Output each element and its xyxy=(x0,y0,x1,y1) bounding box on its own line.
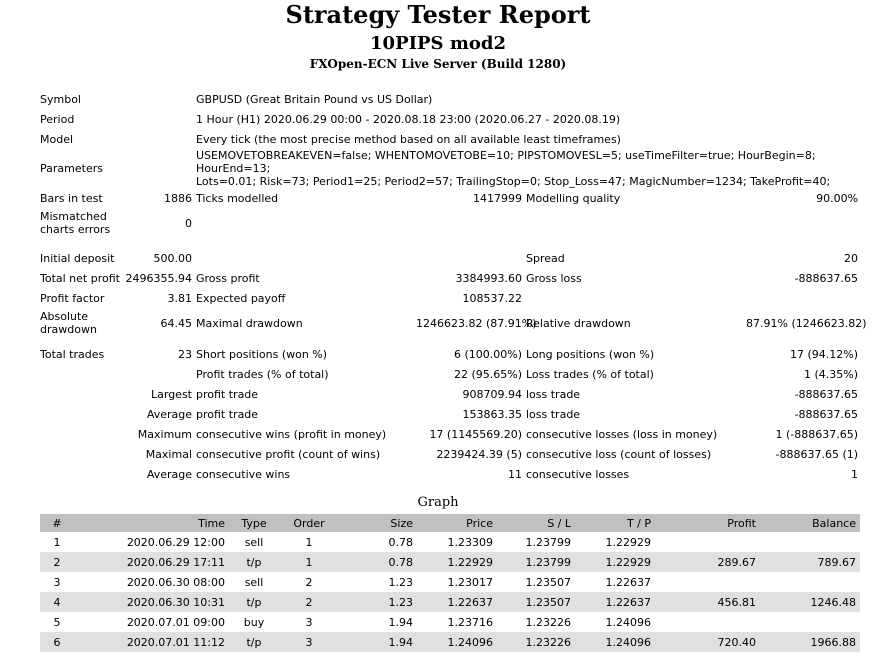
trade-cell-sl: 1.23507 xyxy=(497,592,575,612)
trade-cell-order: 1 xyxy=(305,535,313,549)
trade-cell-type: t/p xyxy=(229,552,279,572)
trade-cell-tp: 1.22929 xyxy=(575,552,655,572)
symbol-value: GBPUSD (Great Britain Pound vs US Dollar) xyxy=(196,92,433,106)
quality-label: Modelling quality xyxy=(526,191,621,205)
total-trades-value: 23 xyxy=(178,347,192,361)
trade-cell-balance: 1246.48 xyxy=(760,592,860,612)
avg-consec-losses-value: 1 xyxy=(851,467,859,481)
trades-table xyxy=(40,514,860,652)
server-name: FXOpen-ECN Live Server (Build 1280) xyxy=(309,57,567,71)
max-consec-losses-label: consecutive losses (loss in money) xyxy=(526,427,718,441)
expected-payoff-value: 108537.22 xyxy=(462,291,522,305)
expected-payoff-label: Expected payoff xyxy=(196,291,286,305)
column-header-size: Size xyxy=(339,514,417,532)
parameters-label: Parameters xyxy=(40,162,103,175)
long-positions-value: 17 (94.12%) xyxy=(790,347,859,361)
trade-cell-size: 1.94 xyxy=(339,632,417,652)
trade-cell-size: 1.23 xyxy=(388,575,413,589)
trade-cell-balance xyxy=(760,532,860,552)
trade-cell-order: 2 xyxy=(279,592,339,612)
trade-cell-time: 2020.06.30 10:31 xyxy=(74,592,229,612)
initial-deposit-row xyxy=(38,248,860,268)
ticks-value: 1417999 xyxy=(473,191,522,205)
symbol-row xyxy=(38,89,860,109)
trade-cell-price: 1.23716 xyxy=(447,615,493,629)
period-label: Period xyxy=(40,112,75,126)
trade-cell-num: 1 xyxy=(53,535,61,549)
max-consec-wins-value: 17 (1145569.20) xyxy=(429,427,522,441)
trade-cell-num: 4 xyxy=(40,592,74,612)
trade-cell-profit xyxy=(655,612,760,632)
parameters-line-2: Lots=0.01; Risk=73; Period1=25; Period2=57; TrailingStop=0; Stop_Loss=47; MagicNumber=1234; TakeProfit=40; xyxy=(196,175,831,188)
trade-cell-type: t/p xyxy=(229,632,279,652)
parameters-value xyxy=(194,149,860,188)
maximum-label: Maximum xyxy=(137,427,192,441)
trade-cell-profit: 289.67 xyxy=(655,552,760,572)
avg-consec-wins-value: 11 xyxy=(508,467,522,481)
column-header-time: Time xyxy=(74,514,229,532)
parameters-row xyxy=(38,149,860,188)
mismatch-value: 0 xyxy=(185,216,192,230)
trade-cell-balance: 789.67 xyxy=(760,552,860,572)
trade-cell-tp: 1.22929 xyxy=(605,535,651,549)
trade-cell-order: 1 xyxy=(279,552,339,572)
trade-cell-tp: 1.22637 xyxy=(605,575,651,589)
average-label: Average xyxy=(146,407,192,421)
average-consec-row xyxy=(38,464,860,484)
bars-value: 1886 xyxy=(164,191,192,205)
largest-profit-value: 908709.94 xyxy=(462,387,522,401)
column-header-num: # xyxy=(40,514,74,532)
trade-cell-time: 2020.06.29 12:00 xyxy=(126,535,225,549)
trade-cell-type: t/p xyxy=(229,592,279,612)
model-row xyxy=(38,129,860,149)
trade-cell-price: 1.24096 xyxy=(417,632,497,652)
mismatch-label: Mismatched charts errors xyxy=(40,210,111,236)
trade-cell-tp: 1.24096 xyxy=(575,632,655,652)
profit-factor-label: Profit factor xyxy=(40,291,105,305)
largest-profit-label: profit trade xyxy=(196,387,259,401)
trade-cell-num: 5 xyxy=(53,615,61,629)
table-row xyxy=(40,632,860,652)
profit-trades-label: Profit trades (% of total) xyxy=(196,367,329,381)
trade-cell-balance: 1966.88 xyxy=(760,632,860,652)
average-loss-label: loss trade xyxy=(526,407,581,421)
average-row xyxy=(38,404,860,424)
total-net-profit-value: 2496355.94 xyxy=(125,271,192,285)
table-row xyxy=(40,592,860,612)
trade-cell-type: sell xyxy=(244,535,264,549)
trades-header-row xyxy=(40,514,860,532)
total-net-profit-label: Total net profit xyxy=(40,271,120,285)
total-net-profit-row xyxy=(38,268,860,288)
trade-cell-sl: 1.23507 xyxy=(525,575,571,589)
profit-trades-row xyxy=(38,364,860,384)
maximum-row xyxy=(38,424,860,444)
table-row xyxy=(40,572,860,592)
initial-deposit-label: Initial deposit xyxy=(40,251,115,265)
trade-cell-profit: 720.40 xyxy=(655,632,760,652)
trade-cell-balance xyxy=(760,572,860,592)
avg-consec-wins-label: consecutive wins xyxy=(196,467,291,481)
gross-loss-value: -888637.65 xyxy=(794,271,859,285)
total-trades-label: Total trades xyxy=(40,347,105,361)
symbol-label: Symbol xyxy=(40,92,81,106)
bars-row xyxy=(38,188,860,208)
column-header-profit: Profit xyxy=(655,514,760,532)
period-row xyxy=(38,109,860,129)
column-header-sl: S / L xyxy=(497,514,575,532)
profit-trades-value: 22 (95.65%) xyxy=(453,367,522,381)
trade-cell-type: sell xyxy=(244,575,264,589)
relative-drawdown-value: 87.91% (1246623.82) xyxy=(746,316,867,330)
gross-profit-label: Gross profit xyxy=(196,271,260,285)
trade-cell-num: 2 xyxy=(40,552,74,572)
parameters-line-1: USEMOVETOBREAKEVEN=false; WHENTOMOVETOBE=10; PIPSTOMOVESL=5; useTimeFilter=true; HourBegin=8; HourEnd=13; xyxy=(196,149,816,175)
trade-cell-size: 0.78 xyxy=(388,535,413,549)
spread-label: Spread xyxy=(526,251,565,265)
trade-cell-num: 6 xyxy=(40,632,74,652)
summary-table xyxy=(38,89,867,484)
maximal-consec-profit-value: 2239424.39 (5) xyxy=(436,447,522,461)
trade-cell-size: 1.23 xyxy=(339,592,417,612)
table-row xyxy=(40,612,860,632)
short-positions-label: Short positions (won %) xyxy=(196,347,328,361)
trade-cell-price: 1.22637 xyxy=(417,592,497,612)
average-loss-value: -888637.65 xyxy=(794,407,859,421)
gross-profit-value: 3384993.60 xyxy=(455,271,522,285)
trade-cell-price: 1.23017 xyxy=(447,575,493,589)
trade-cell-time: 2020.06.30 08:00 xyxy=(126,575,225,589)
column-header-price: Price xyxy=(417,514,497,532)
trade-cell-price: 1.22929 xyxy=(417,552,497,572)
gross-loss-label: Gross loss xyxy=(526,271,582,285)
max-consec-losses-value: 1 (-888637.65) xyxy=(775,427,859,441)
table-row xyxy=(40,552,860,572)
loss-trades-label: Loss trades (% of total) xyxy=(526,367,654,381)
column-header-tp: T / P xyxy=(575,514,655,532)
spread-value: 20 xyxy=(844,251,859,265)
trade-cell-sl: 1.23226 xyxy=(525,615,571,629)
trade-cell-price: 1.23309 xyxy=(447,535,493,549)
ticks-label: Ticks modelled xyxy=(196,191,279,205)
trade-cell-order: 3 xyxy=(305,615,313,629)
maximal-row xyxy=(38,444,860,464)
trade-cell-profit xyxy=(655,532,760,552)
largest-loss-label: loss trade xyxy=(526,387,581,401)
profit-factor-row xyxy=(38,288,860,308)
trade-cell-size: 1.94 xyxy=(388,615,413,629)
absolute-drawdown-label: Absolute drawdown xyxy=(40,310,97,336)
maximal-drawdown-value: 1246623.82 (87.91%) xyxy=(416,316,537,330)
maximal-label: Maximal xyxy=(145,447,192,461)
trade-cell-order: 3 xyxy=(279,632,339,652)
maximal-consec-loss-value: -888637.65 (1) xyxy=(775,447,859,461)
trade-cell-sl: 1.23226 xyxy=(497,632,575,652)
trade-cell-type: buy xyxy=(243,615,265,629)
drawdown-row xyxy=(38,308,860,338)
bars-label: Bars in test xyxy=(40,191,103,205)
expert-name: 10PIPS mod2 xyxy=(370,33,506,54)
loss-trades-value: 1 (4.35%) xyxy=(804,367,859,381)
period-value: 1 Hour (H1) 2020.06.29 00:00 - 2020.08.18 23:00 (2020.06.27 - 2020.08.19) xyxy=(196,112,621,126)
profit-factor-value: 3.81 xyxy=(167,291,192,305)
trade-cell-time: 2020.07.01 09:00 xyxy=(126,615,225,629)
trade-cell-tp: 1.22637 xyxy=(575,592,655,612)
model-label: Model xyxy=(40,132,74,146)
quality-value: 90.00% xyxy=(816,191,859,205)
trade-cell-tp: 1.24096 xyxy=(605,615,651,629)
maximal-consec-loss-label: consecutive loss (count of losses) xyxy=(526,447,712,461)
mismatch-row xyxy=(38,208,860,238)
column-header-balance: Balance xyxy=(760,514,860,532)
report-title: Strategy Tester Report xyxy=(285,0,591,29)
trade-cell-sl: 1.23799 xyxy=(525,535,571,549)
initial-deposit-value: 500.00 xyxy=(153,251,192,265)
graph-link[interactable]: Graph xyxy=(417,495,459,510)
trade-cell-profit xyxy=(655,572,760,592)
maximal-drawdown-label: Maximal drawdown xyxy=(196,316,303,330)
trade-cell-time: 2020.06.29 17:11 xyxy=(74,552,229,572)
max-consec-wins-label: consecutive wins (profit in money) xyxy=(196,427,387,441)
trade-cell-sl: 1.23799 xyxy=(497,552,575,572)
average2-label: Average xyxy=(146,467,192,481)
total-trades-row xyxy=(38,344,860,364)
trade-cell-balance xyxy=(760,612,860,632)
trade-cell-size: 0.78 xyxy=(339,552,417,572)
long-positions-label: Long positions (won %) xyxy=(526,347,655,361)
trade-cell-num: 3 xyxy=(53,575,61,589)
trade-cell-profit: 456.81 xyxy=(655,592,760,612)
average-profit-label: profit trade xyxy=(196,407,259,421)
short-positions-value: 6 (100.00%) xyxy=(453,347,522,361)
column-header-order: Order xyxy=(279,514,339,532)
model-value: Every tick (the most precise method based on all available least timeframes) xyxy=(196,132,621,146)
column-header-type: Type xyxy=(229,514,279,532)
relative-drawdown-label: Relative drawdown xyxy=(526,316,631,330)
maximal-consec-profit-label: consecutive profit (count of wins) xyxy=(196,447,381,461)
trade-cell-order: 2 xyxy=(305,575,313,589)
average-profit-value: 153863.35 xyxy=(462,407,522,421)
largest-loss-value: -888637.65 xyxy=(794,387,859,401)
trade-cell-time: 2020.07.01 11:12 xyxy=(74,632,229,652)
largest-label: Largest xyxy=(151,387,192,401)
table-row xyxy=(40,532,860,552)
avg-consec-losses-label: consecutive losses xyxy=(526,467,630,481)
largest-row xyxy=(38,384,860,404)
absolute-drawdown-value: 64.45 xyxy=(160,316,192,330)
